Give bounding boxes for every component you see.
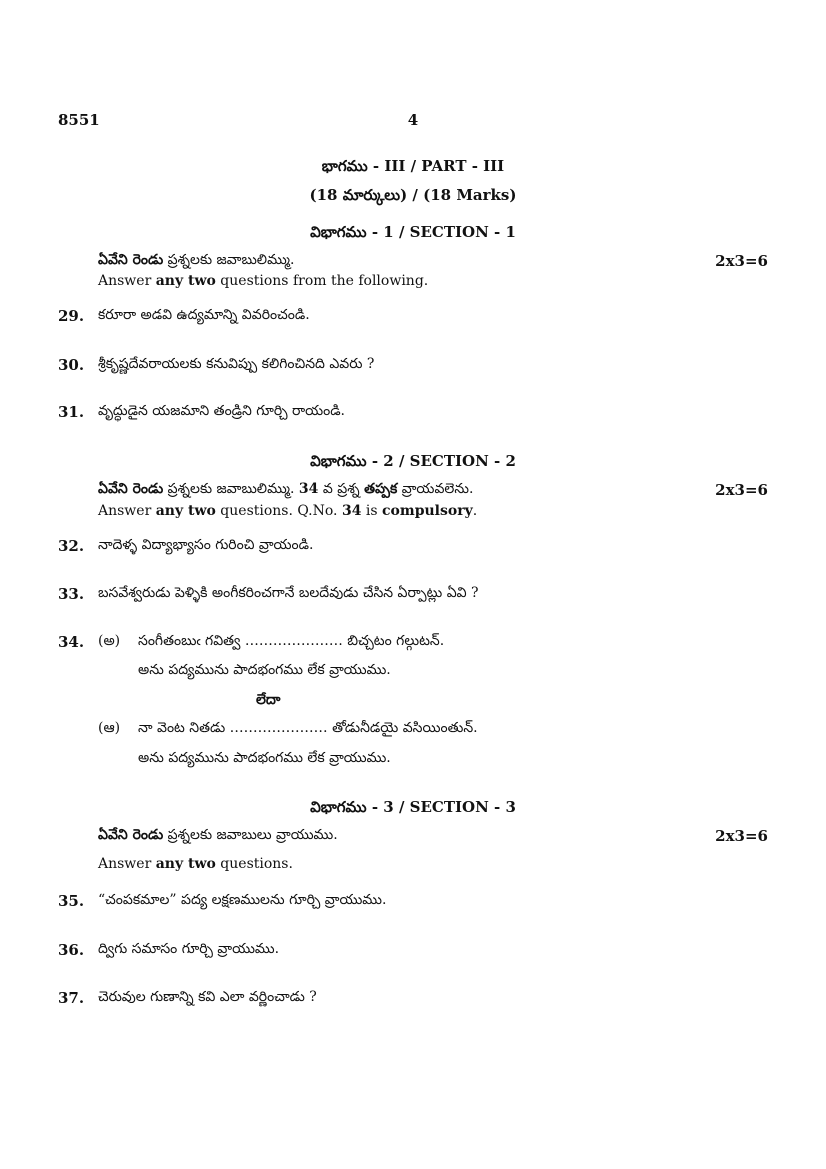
question-number: 31. bbox=[58, 403, 85, 421]
section-2-marks: 2x3=6 bbox=[715, 481, 768, 499]
section-3-title: విభాగము - 3 / SECTION - 3 bbox=[310, 798, 516, 816]
section-3-marks: 2x3=6 bbox=[715, 827, 768, 845]
question-text: కరూరా అడవి ఉద్యమాన్ని వివరించండి. bbox=[98, 307, 310, 323]
question-number: 35. bbox=[58, 892, 85, 910]
option-b-line-2: అను పద్యమును పాదభంగము లేక వ్రాయుము. bbox=[138, 750, 391, 766]
question-number: 32. bbox=[58, 537, 85, 555]
question-text: ద్విగు సమాసం గూర్చి వ్రాయుము. bbox=[98, 941, 280, 957]
option-b-label: (ఆ) bbox=[98, 720, 121, 736]
section-2-title: విభాగము - 2 / SECTION - 2 bbox=[310, 452, 516, 470]
section-2-instruction-te: ఏవేని రెండు ప్రశ్నలకు జవాబులిమ్ము. 34 వ ప్రశ్న తప్పక వ్రాయవలెను. bbox=[98, 481, 474, 497]
section-1-instruction-en: Answer any two questions from the following. bbox=[98, 273, 429, 289]
question-number: 30. bbox=[58, 356, 85, 374]
question-text: వృద్ధుడైన యజమాని తండ్రిని గూర్చి రాయండి. bbox=[98, 403, 346, 419]
section-1-instruction-te: ఏవేని రెండు ప్రశ్నలకు జవాబులిమ్ము. bbox=[98, 252, 295, 268]
question-text: బసవేశ్వరుడు పెళ్ళికి అంగీకరించగానే బలదేవుడు చేసిన ఏర్పాట్లు ఏవి ? bbox=[98, 585, 479, 601]
option-a-label: (అ) bbox=[98, 633, 121, 649]
section-1-title: విభాగము - 1 / SECTION - 1 bbox=[310, 223, 516, 241]
section-2-instruction-en: Answer any two questions. Q.No. 34 is compulsory. bbox=[98, 503, 478, 519]
page-number: 4 bbox=[407, 111, 419, 129]
question-text: “చంపకమాల” పద్య లక్షణములను గూర్చి వ్రాయుము. bbox=[98, 892, 387, 908]
question-number: 33. bbox=[58, 585, 85, 603]
question-number: 29. bbox=[58, 307, 85, 325]
question-number: 36. bbox=[58, 941, 85, 959]
option-b-line-1: నా వెంట నితడు ………………… తోడునీడయై వసియింతున్. bbox=[138, 720, 478, 736]
part-title: భాగము - III / PART - III bbox=[321, 157, 505, 175]
or-divider: లేదా bbox=[256, 692, 281, 708]
section-1-marks: 2x3=6 bbox=[715, 252, 768, 270]
option-a-line-2: అను పద్యమును పాదభంగము లేక వ్రాయుము. bbox=[138, 662, 391, 678]
part-marks: (18 మార్కులు) / (18 Marks) bbox=[309, 186, 517, 204]
section-3-instruction-en: Answer any two questions. bbox=[98, 856, 293, 872]
question-text: నాదెళ్ళ విద్యాభ్యాసం గురించి వ్రాయండి. bbox=[98, 537, 314, 553]
question-number: 34. bbox=[58, 633, 85, 651]
question-text: చెరువుల గుణాన్ని కవి ఎలా వర్ణించాడు ? bbox=[98, 989, 317, 1005]
question-number: 37. bbox=[58, 989, 85, 1007]
section-3-instruction-te: ఏవేని రెండు ప్రశ్నలకు జవాబులు వ్రాయుము. bbox=[98, 827, 338, 843]
paper-code: 8551 bbox=[58, 111, 100, 129]
question-text: శ్రీకృష్ణదేవరాయలకు కనువిప్పు కలిగించినది ఎవరు ? bbox=[98, 356, 375, 372]
option-a-line-1: సంగీతంబుఁ గవిత్వ ………………… బిచ్చటం గల్గుటన్. bbox=[138, 633, 445, 649]
